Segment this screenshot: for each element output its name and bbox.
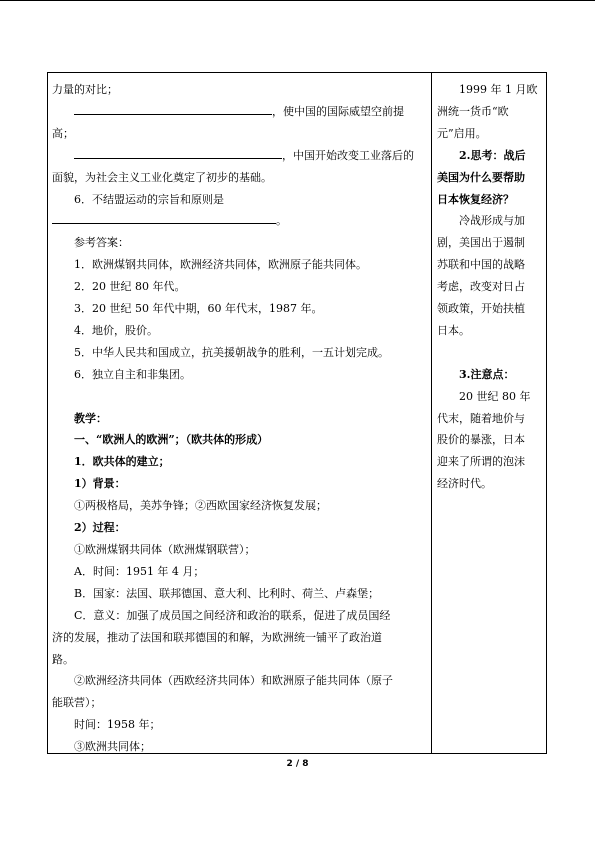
fill-blank-line bbox=[52, 210, 426, 232]
note-line: 股价的暴涨，日本 bbox=[437, 433, 525, 447]
subsection-title: 1．欧共体的建立； bbox=[74, 455, 170, 469]
note-line: 20 世纪 80 年 bbox=[459, 389, 531, 403]
text-fragment: ，使中国的国际威望空前提 bbox=[272, 104, 404, 118]
teaching-title: 教学： bbox=[74, 411, 107, 425]
text-line: ①两极格局，美苏争锋；②西欧国家经济恢复发展； bbox=[74, 499, 327, 513]
spacer bbox=[52, 386, 426, 408]
answer-blank[interactable] bbox=[52, 210, 276, 224]
text-line: ③欧洲共同体； bbox=[74, 740, 151, 754]
text-line: 面貌，为社会主义工业化奠定了初步的基础。 bbox=[52, 170, 272, 184]
note-line: 苏联和中国的战略 bbox=[437, 258, 525, 272]
text-line: 能联营）； bbox=[52, 696, 102, 710]
note-line: 洲统一货币“欧 bbox=[437, 104, 509, 118]
answer-item: 4．地价，股价。 bbox=[74, 323, 158, 337]
text-line: C．意义：加强了成员国之间经济和政治的联系，促进了成员国经 bbox=[74, 608, 391, 622]
text-line: 高； bbox=[52, 126, 74, 140]
text-line: B．国家：法国、联邦德国、意大利、比利时、荷兰、卢森堡； bbox=[74, 586, 380, 600]
text-fragment: 。 bbox=[276, 214, 287, 228]
process-title: 2）过程： bbox=[74, 521, 126, 535]
text-line: 路。 bbox=[52, 652, 74, 666]
answer-blank[interactable] bbox=[74, 101, 272, 115]
question-line: 6．不结盟运动的宗旨和原则是 bbox=[74, 192, 224, 206]
page-number: 2 / 8 bbox=[286, 759, 309, 769]
text-fragment: ，中国开始改变工业落后的 bbox=[282, 148, 414, 162]
answer-item: 6．独立自主和非集团。 bbox=[74, 367, 191, 381]
note-line: 剧，美国出于遏制 bbox=[437, 236, 525, 250]
think-title: 日本恢复经济？ bbox=[437, 192, 514, 206]
note-line: 代末，随着地价与 bbox=[437, 411, 525, 425]
fill-blank-line bbox=[52, 145, 426, 167]
column-divider bbox=[431, 72, 432, 754]
answers-title: 参考答案： bbox=[74, 236, 129, 250]
header-rule bbox=[0, 0, 595, 1]
note-line: 迎来了所谓的泡沫 bbox=[437, 455, 525, 469]
answer-blank[interactable] bbox=[74, 145, 282, 159]
text-line: 时间：1958 年； bbox=[74, 718, 161, 732]
section-title: 一、“欧洲人的欧洲”；（欧共体的形成） bbox=[74, 433, 269, 447]
answer-item: 2．20 世纪 80 年代。 bbox=[74, 280, 186, 294]
note-line: 领政策，开始扶植 bbox=[437, 302, 525, 316]
text-line: ②欧洲经济共同体（西欧经济共同体）和欧洲原子能共同体（原子 bbox=[74, 674, 393, 688]
main-column bbox=[52, 79, 426, 758]
background-title: 1）背景： bbox=[74, 477, 126, 491]
answer-item: 1．欧洲煤钢共同体，欧洲经济共同体，欧洲原子能共同体。 bbox=[74, 258, 367, 272]
note-line: 元”启用。 bbox=[437, 126, 487, 140]
text-line: A．时间：1951 年 4 月； bbox=[74, 564, 205, 578]
note-line: 经济时代。 bbox=[437, 477, 492, 491]
note-line: 日本。 bbox=[437, 323, 470, 337]
think-title: 2.思考：战后 bbox=[459, 148, 526, 162]
text-line: ①欧洲煤钢共同体（欧洲煤钢联营）； bbox=[74, 543, 256, 557]
note-line: 1999 年 1 月欧 bbox=[459, 83, 538, 96]
fill-blank-line bbox=[52, 101, 426, 123]
answer-item: 3．20 世纪 50 年代中期，60 年代末，1987 年。 bbox=[74, 302, 323, 316]
spacer bbox=[437, 342, 541, 364]
think-title: 美国为什么要帮助 bbox=[437, 170, 525, 184]
text-line: 力量的对比； bbox=[52, 83, 118, 96]
attention-title: 3.注意点： bbox=[459, 367, 515, 381]
answer-item: 5．中华人民共和国成立，抗美援朝战争的胜利，一五计划完成。 bbox=[74, 345, 389, 359]
note-line: 考虑，改变对日占 bbox=[437, 280, 525, 294]
side-notes-column bbox=[437, 79, 541, 495]
text-line: 济的发展，推动了法国和联邦德国的和解，为欧洲统一铺平了政治道 bbox=[52, 630, 382, 644]
note-line: 冷战形成与加 bbox=[459, 214, 525, 228]
